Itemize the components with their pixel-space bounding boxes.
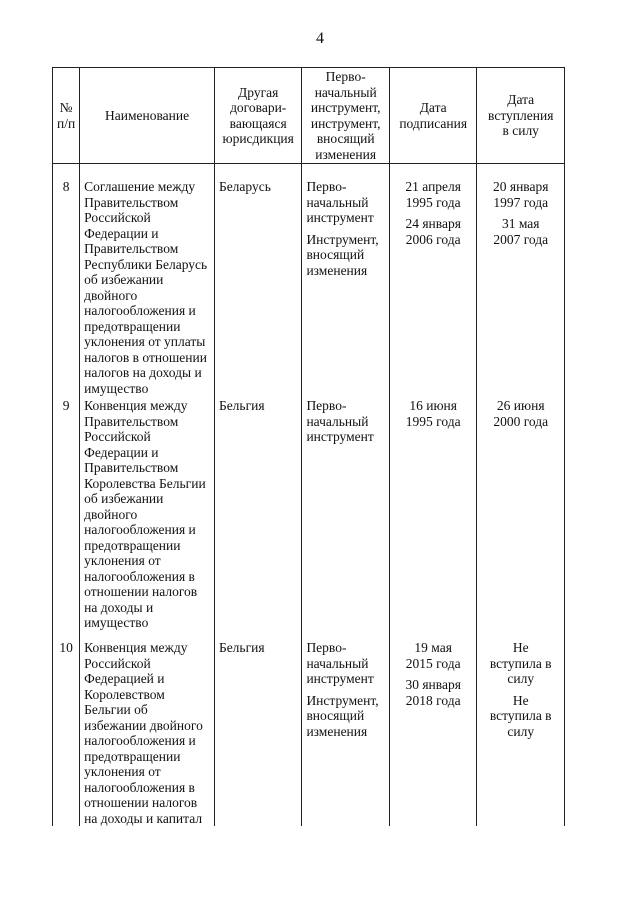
- page-number: 4: [316, 30, 324, 47]
- jurisdiction: Беларусь: [214, 164, 302, 397]
- header-num: [53, 68, 80, 164]
- text-line: Российской: [84, 655, 151, 671]
- text-line: налогообложения в: [84, 568, 195, 584]
- instrument-entry: [306, 179, 385, 226]
- treaty-name: [80, 164, 215, 397]
- text-line: уклонения от: [84, 764, 161, 779]
- text-line: на доходы и: [84, 599, 154, 615]
- text-line: Российской: [84, 429, 151, 444]
- text-line: вающаяся: [229, 115, 287, 131]
- text-line: Конвенция между: [84, 640, 188, 655]
- text-line: об избежании: [84, 491, 164, 506]
- text-line: налогов в отношении: [84, 349, 207, 365]
- text-line: Другая: [238, 84, 279, 100]
- text-line: изменения: [315, 146, 377, 162]
- text-line: вносящий: [316, 131, 375, 146]
- table-row: [53, 638, 565, 826]
- signing-date: [389, 164, 477, 397]
- text-line: начальный: [306, 655, 369, 671]
- text-line: Правительством: [84, 194, 179, 210]
- text-line: 2015 года: [405, 655, 461, 671]
- text-line: 1995 года: [405, 194, 461, 210]
- signing-date: [389, 638, 477, 826]
- instrument-entry: [306, 693, 385, 740]
- text-line: Инструмент,: [306, 231, 379, 247]
- text-line: Инструмент,: [306, 692, 379, 708]
- text-line: 24 января: [405, 216, 461, 231]
- text-line: 20 января: [492, 179, 549, 194]
- text-line: на доходы и капитал: [84, 810, 203, 826]
- text-line: 30 января: [405, 677, 461, 692]
- text-line: инструмент: [306, 210, 374, 225]
- text-line: избежании двойного: [84, 717, 203, 733]
- text-line: налогообложения и: [84, 303, 196, 318]
- instrument-type: [302, 164, 390, 397]
- text-line: п/п: [56, 115, 76, 131]
- text-line: уклонения от уплаты: [84, 334, 206, 349]
- instrument-entry: [306, 232, 385, 279]
- text-line: силу: [507, 671, 535, 686]
- text-line: Наименование: [104, 107, 190, 123]
- text-line: Соглашение между: [84, 179, 196, 194]
- text-line: изменения: [306, 723, 368, 739]
- text-line: об избежании: [84, 272, 164, 287]
- signing-date-entry: [394, 179, 473, 210]
- jurisdiction: Бельгия: [214, 638, 302, 826]
- text-line: налогов на доходы и: [84, 365, 202, 380]
- text-line: №: [59, 100, 73, 115]
- text-line: 2018 года: [405, 692, 461, 708]
- entry-date-entry: [481, 179, 560, 210]
- text-line: договари-: [230, 100, 287, 115]
- table-row: [53, 164, 565, 397]
- table-row: [53, 396, 565, 638]
- text-line: 2006 года: [405, 231, 461, 247]
- header-name: [80, 68, 215, 164]
- text-line: уклонения от: [84, 553, 161, 568]
- text-line: налогообложения и: [84, 522, 196, 537]
- header-entry-date: [477, 68, 565, 164]
- text-line: вступила в: [489, 655, 552, 671]
- text-line: инструмент,: [310, 100, 381, 115]
- text-line: Правительством: [84, 241, 179, 256]
- text-line: отношении налогов: [84, 584, 198, 599]
- entry-date-entry: [481, 640, 560, 687]
- text-line: предотвращении: [84, 748, 181, 764]
- signing-date-entry: [394, 677, 473, 708]
- text-line: инструмент: [306, 429, 374, 444]
- signing-date-entry: [394, 398, 473, 429]
- text-line: начальный: [306, 413, 369, 429]
- text-line: вступления: [488, 107, 554, 123]
- jurisdiction: Бельгия: [214, 396, 302, 638]
- text-line: в силу: [502, 123, 539, 139]
- instrument-entry: [306, 640, 385, 687]
- text-line: изменения: [306, 262, 368, 278]
- text-line: имущество: [84, 380, 149, 396]
- entry-date-entry: [481, 398, 560, 429]
- text-line: инструмент: [306, 671, 374, 686]
- text-line: вступила в: [489, 708, 552, 723]
- text-line: силу: [507, 723, 535, 739]
- text-line: вносящий: [306, 247, 365, 262]
- text-line: 26 июня: [496, 398, 545, 413]
- treaty-name: [80, 638, 215, 826]
- entry-date-entry: [481, 693, 560, 740]
- text-line: двойного: [84, 287, 138, 303]
- text-line: вносящий: [306, 708, 365, 723]
- signing-date-entry: [394, 216, 473, 247]
- instrument-type: [302, 396, 390, 638]
- text-line: 1997 года: [493, 194, 549, 210]
- row-number: 8: [53, 164, 80, 397]
- instrument-type: [302, 638, 390, 826]
- entry-date: [477, 396, 565, 638]
- text-line: подписания: [399, 115, 468, 131]
- text-line: Не: [512, 640, 529, 655]
- text-line: 31 мая: [501, 216, 540, 231]
- text-line: Перво-: [306, 640, 347, 655]
- row-number: 10: [53, 638, 80, 826]
- header-instrument: [302, 68, 390, 164]
- text-line: 1995 года: [405, 413, 461, 429]
- text-line: имущество: [84, 615, 149, 630]
- text-line: Дата: [419, 100, 447, 115]
- text-line: Российской: [84, 210, 151, 225]
- text-line: юрисдикция: [222, 131, 294, 146]
- text-line: предотвращении: [84, 537, 181, 553]
- header-signing-date: [389, 68, 477, 164]
- text-line: отношении налогов: [84, 795, 198, 810]
- table-header-row: [53, 68, 565, 164]
- text-line: 21 апреля: [405, 179, 461, 194]
- text-line: начальный: [306, 194, 369, 210]
- text-line: 2007 года: [493, 231, 549, 247]
- text-line: 2000 года: [493, 413, 549, 429]
- signing-date: [389, 396, 477, 638]
- text-line: Правительством: [84, 413, 179, 429]
- text-line: Перво-: [325, 69, 366, 84]
- text-line: Республики Беларусь: [84, 256, 208, 272]
- text-line: 19 мая: [414, 640, 452, 655]
- text-line: Королевством: [84, 686, 165, 702]
- text-line: предотвращении: [84, 318, 181, 334]
- entry-date: [477, 638, 565, 826]
- text-line: Перво-: [306, 398, 347, 413]
- entry-date: [477, 164, 565, 397]
- text-line: Федерации и: [84, 444, 159, 460]
- entry-date-entry: [481, 216, 560, 247]
- signing-date-entry: [394, 640, 473, 671]
- text-line: Бельгии об: [84, 702, 148, 717]
- text-line: Королевства Бельгии: [84, 475, 206, 491]
- treaty-name: [80, 396, 215, 638]
- text-line: Не: [512, 692, 529, 708]
- text-line: Правительством: [84, 460, 179, 475]
- text-line: двойного: [84, 506, 138, 522]
- text-line: Дата: [507, 92, 535, 108]
- text-line: начальный: [314, 84, 377, 100]
- text-line: Конвенция между: [84, 398, 188, 413]
- text-line: Федерацией и: [84, 671, 165, 686]
- instrument-entry: [306, 398, 385, 445]
- text-line: 16 июня: [409, 398, 457, 413]
- text-line: инструмент,: [310, 115, 381, 131]
- header-jurisdiction: [214, 68, 302, 164]
- row-number: 9: [53, 396, 80, 638]
- text-line: Федерации и: [84, 225, 159, 241]
- treaty-table: [52, 67, 565, 826]
- text-line: налогообложения в: [84, 779, 195, 795]
- text-line: налогообложения и: [84, 733, 196, 748]
- text-line: Перво-: [306, 179, 347, 194]
